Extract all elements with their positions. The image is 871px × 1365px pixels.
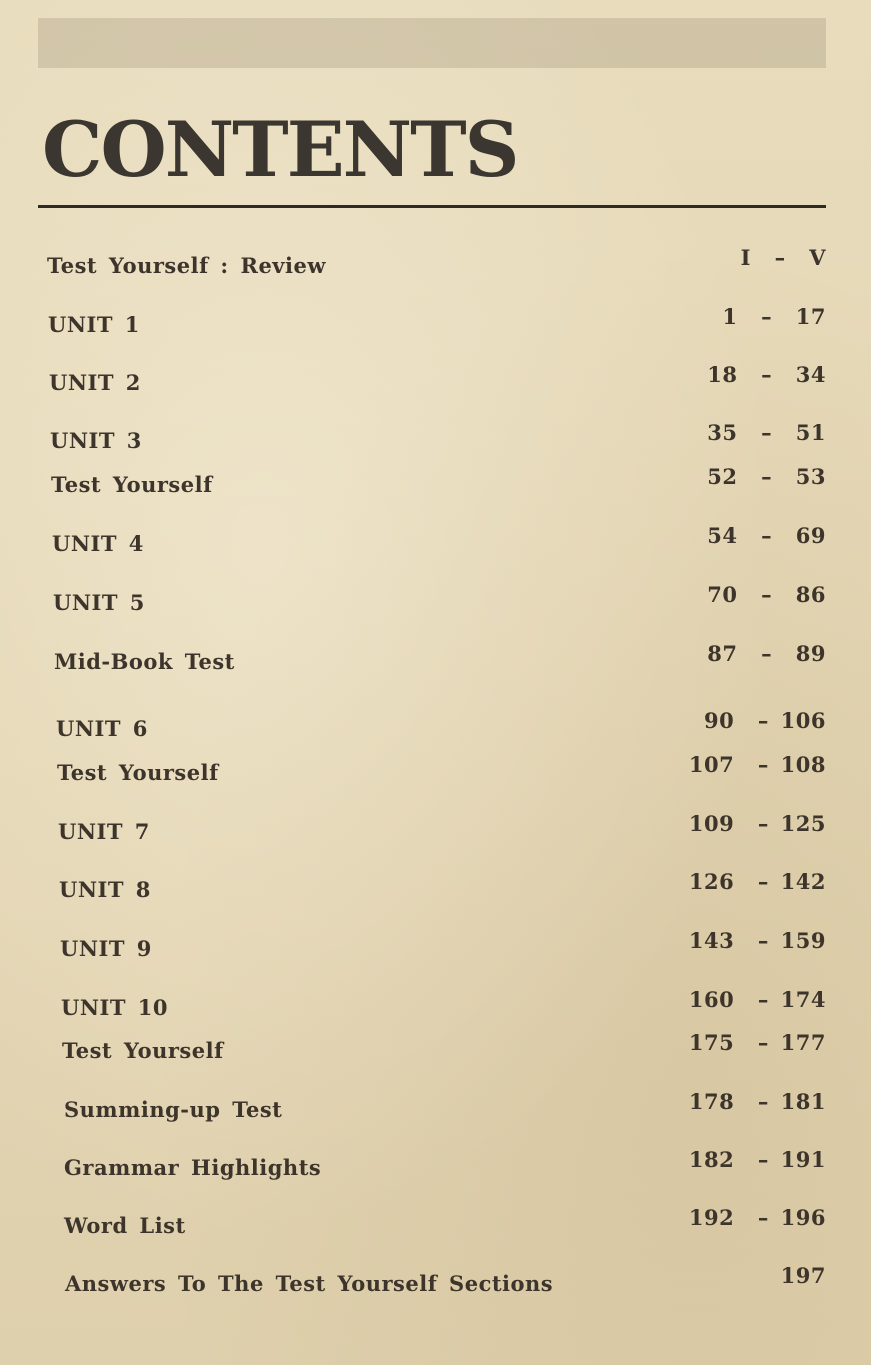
entry-label: UNIT 10 xyxy=(61,995,168,1020)
entry-label: UNIT 2 xyxy=(49,370,141,395)
entry-pages: I – V xyxy=(740,245,826,270)
entry-pages: 107 – 108 xyxy=(688,752,826,777)
entry-label: UNIT 7 xyxy=(58,819,150,844)
entry-pages: 178 – 181 xyxy=(688,1089,826,1114)
page-title: CONTENTS xyxy=(42,105,518,194)
entry-label: Word List xyxy=(64,1213,186,1238)
entry-pages: 182 – 191 xyxy=(688,1147,826,1172)
entry-pages: 90 – 106 xyxy=(704,708,826,733)
toc-entry xyxy=(56,708,826,746)
toc-entry xyxy=(61,987,826,1025)
toc-entry xyxy=(57,752,826,790)
entry-pages: 54 – 69 xyxy=(707,523,826,548)
top-shaded-band xyxy=(38,18,826,68)
toc-entry xyxy=(64,1205,826,1243)
entry-label: Test Yourself : Review xyxy=(47,253,326,278)
entry-pages: 143 – 159 xyxy=(688,928,826,953)
entry-label: Grammar Highlights xyxy=(64,1155,322,1180)
toc-entry xyxy=(48,304,826,342)
entry-pages: 197 xyxy=(780,1263,826,1288)
entry-label: UNIT 6 xyxy=(56,716,148,741)
entry-label: Answers To The Test Yourself Sections xyxy=(65,1271,554,1296)
entry-label: UNIT 1 xyxy=(48,312,140,337)
entry-label: Test Yourself xyxy=(51,472,213,497)
entry-pages: 175 – 177 xyxy=(688,1030,826,1055)
entry-pages: 160 – 174 xyxy=(688,987,826,1012)
toc-entry xyxy=(58,811,826,849)
entry-label: Test Yourself xyxy=(57,760,219,785)
entry-label: UNIT 3 xyxy=(50,428,142,453)
toc-entry xyxy=(51,464,826,502)
entry-label: Test Yourself xyxy=(62,1038,224,1063)
entry-pages: 109 – 125 xyxy=(688,811,826,836)
toc-entry xyxy=(52,523,826,561)
entry-label: UNIT 4 xyxy=(52,531,144,556)
toc-entry xyxy=(49,362,826,400)
entry-pages: 192 – 196 xyxy=(688,1205,826,1230)
toc-entry xyxy=(64,1147,826,1185)
toc-entry xyxy=(62,1030,826,1068)
entry-label: UNIT 5 xyxy=(53,590,145,615)
toc-entry xyxy=(50,420,826,458)
entry-pages: 18 – 34 xyxy=(707,362,826,387)
entry-label: UNIT 9 xyxy=(60,936,152,961)
toc-entry xyxy=(47,245,826,283)
entry-label: Summing-up Test xyxy=(64,1097,283,1122)
toc-entry xyxy=(65,1263,826,1301)
entry-label: UNIT 8 xyxy=(59,877,151,902)
toc-entry xyxy=(60,928,826,966)
entry-label: Mid-Book Test xyxy=(54,649,235,674)
entry-pages: 52 – 53 xyxy=(707,464,826,489)
title-underline xyxy=(38,205,826,208)
entry-pages: 126 – 142 xyxy=(688,869,826,894)
entry-pages: 1 – 17 xyxy=(722,304,826,329)
toc-entry xyxy=(53,582,826,620)
toc-entry xyxy=(54,641,826,679)
entry-pages: 87 – 89 xyxy=(707,641,826,666)
toc-entry xyxy=(64,1089,826,1127)
entry-pages: 70 – 86 xyxy=(707,582,826,607)
toc-entry xyxy=(59,869,826,907)
entry-pages: 35 – 51 xyxy=(707,420,826,445)
